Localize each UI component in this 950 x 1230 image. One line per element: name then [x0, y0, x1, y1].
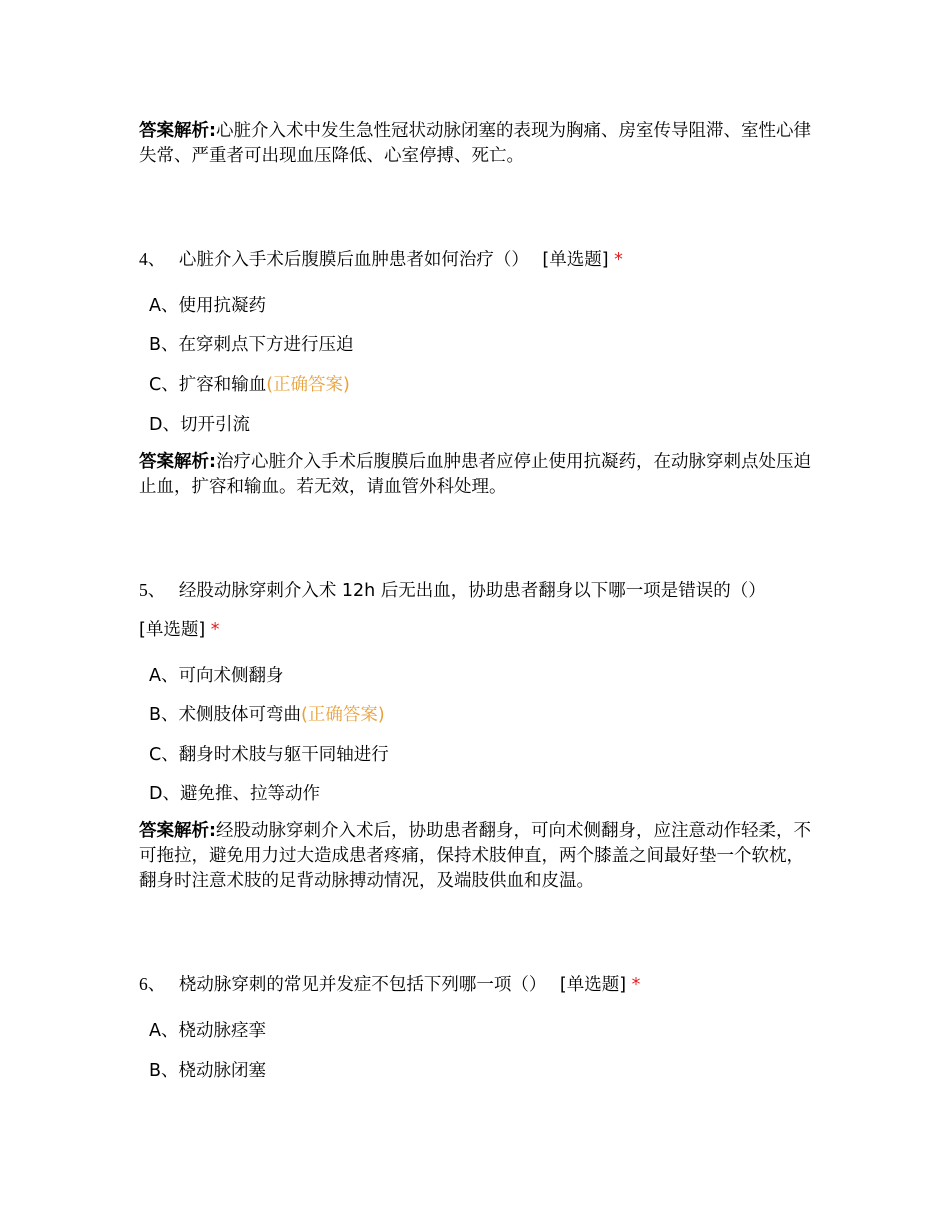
question-5-title: [139, 577, 766, 602]
correct-answer-tag: (正确答案): [266, 375, 350, 395]
required-star: *: [631, 975, 641, 995]
option-b: B、桡动脉闭塞: [149, 1061, 267, 1081]
option-a: A、桡动脉痉挛: [149, 1021, 266, 1041]
explanation-text: 治疗心脏介入手术后腹膜后血肿患者应停止使用抗凝药，在动脉穿刺点处压迫止血，扩容和输血。若无效，请血管外科处理。: [139, 452, 811, 497]
option-c: C、翻身时术肢与躯干同轴进行: [149, 745, 389, 765]
question-text: 心脏介入手术后腹膜后血肿患者如何治疗（）: [178, 250, 529, 270]
option-b: B、术侧肢体可弯曲(正确答案): [149, 705, 385, 725]
explanation-text: 心脏介入术中发生急性冠状动脉闭塞的表现为胸痛、房室传导阻滞、室性心律失常、严重者可出现血压降低、心室停搏、死亡。: [139, 121, 811, 166]
explanation-label: 答案解析:: [139, 121, 216, 141]
option-a: A、使用抗凝药: [149, 296, 266, 316]
explanation-q3: [139, 119, 819, 169]
question-text: 经股动脉穿刺介入术 12h 后无出血，协助患者翻身以下哪一项是错误的（）: [178, 581, 766, 601]
explanation-q4: [139, 450, 819, 500]
required-star: *: [614, 250, 623, 270]
question-type: [单选题]: [139, 620, 206, 640]
option-a: A、可向术侧翻身: [149, 666, 284, 686]
question-text: 桡动脉穿刺的常见并发症不包括下列哪一项（）: [178, 975, 547, 995]
question-number: 5、: [139, 580, 166, 600]
option-b: B、在穿刺点下方进行压迫: [149, 335, 354, 355]
question-type: [单选题]: [542, 250, 609, 270]
option-d: D、避免推、拉等动作: [149, 784, 320, 804]
explanation-text: 经股动脉穿刺介入术后，协助患者翻身，可向术侧翻身，应注意动作轻柔，不可拖拉，避免用力过大造成患者疼痛，保持术肢伸直，两个膝盖之间最好垫一个软枕，翻身时注意术肢的足背动脉搏动情况，及端肢供血和皮温。: [139, 821, 811, 891]
correct-answer-tag: (正确答案): [301, 705, 385, 725]
explanation-label: 答案解析:: [139, 821, 216, 841]
question-type: [单选题]: [559, 975, 627, 995]
option-d: D、切开引流: [149, 415, 250, 435]
question-4-title: [139, 246, 623, 271]
question-number: 4、: [139, 249, 166, 269]
explanation-q5: [139, 819, 819, 894]
question-6-title: [139, 971, 640, 996]
explanation-label: 答案解析:: [139, 452, 216, 472]
question-number: 6、: [139, 974, 166, 994]
question-5-type-line: [139, 616, 219, 641]
option-c: C、扩容和输血(正确答案): [149, 375, 350, 395]
required-star: *: [210, 620, 220, 640]
